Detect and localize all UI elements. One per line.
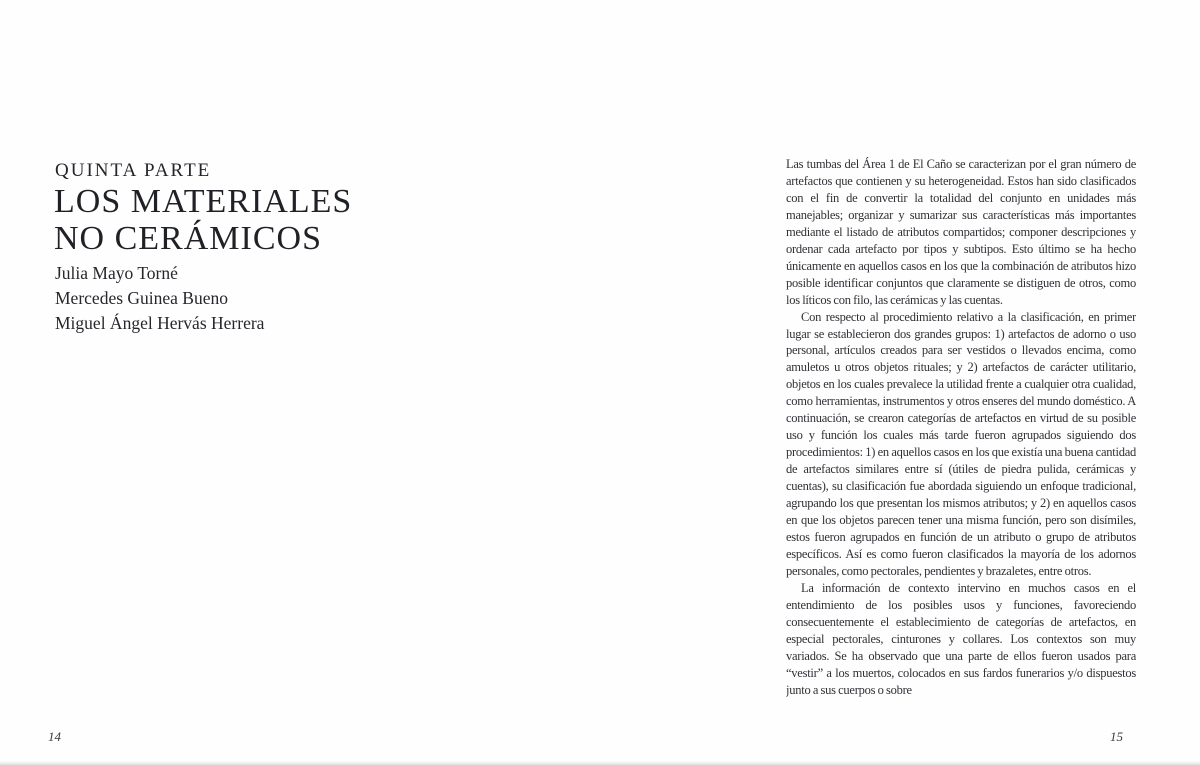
body-paragraph: La información de contexto intervino en muchos casos en el entendimiento de los posibles usos y funciones, favoreciendo consecuentemente el establecimiento de categorías de artefactos, en especial pectorales, cinturones y collares. Los contextos son muy variados. Se ha observado que una parte de ellos fueron usados para “vestir” a los muertos, colocados en sus fardos funerarios y/o dispuestos junto a sus cuerpos o sobre xyxy=(786,580,1136,697)
author-name: Miguel Ángel Hervás Herrera xyxy=(55,313,265,333)
author-name: Mercedes Guinea Bueno xyxy=(55,288,228,308)
page-number-right: 15 xyxy=(1110,729,1123,744)
chapter-title xyxy=(54,183,352,257)
page-number-left: 14 xyxy=(48,729,61,744)
body-text xyxy=(786,156,1136,699)
part-label: QUINTA PARTE xyxy=(55,160,212,181)
body-paragraph: Con respecto al procedimiento relativo a la clasificación, en primer lugar se establecieron dos grandes grupos: 1) artefactos de adorno o uso personal, artículos creados para ser vestidos o llevados encima, como amuletos u otros objetos rituales; y 2) artefactos de carácter utilitario, objetos en los cuales prevalece la utilidad frente a cualquier otra cualidad, como herramientas, instrumentos y otros enseres del mundo doméstico. A continuación, se crearon categorías de artefactos en virtud de su posible uso y función los cuales más tarde fueron agrupados siguiendo dos procedimientos: 1) en aquellos casos en los que existía una buena cantidad de artefactos similares entre sí (útiles de piedra pulida, cerámicas y cuentas), su clasificación fue abordada siguiendo un enfoque tradicional, agrupando los que presentan los mismos atributos; y 2) en aquellos casos en que los objetos parecen tener una misma función, pero son disímiles, estos fueron agrupados en función de un atributo o grupo de atributos específicos. Así es como fueron clasificados la mayoría de los adornos personales, como pectorales, pendientes y brazaletes, entre otros. xyxy=(786,309,1136,578)
body-paragraph: Las tumbas del Área 1 de El Caño se caracterizan por el gran número de artefactos que contienen y su heterogeneidad. Estos han sido clasificados con el fin de convertir la totalidad del conjunto en unidades más manejables; organizar y sumarizar sus características más importantes mediante el listado de atributos compartidos; componer descripciones y ordenar cada artefacto por tipos y subtipos. Esto último se ha hecho únicamente en aquellos casos en los que la combinación de atributos hizo posible identificar conjuntos que claramente se distiguen de otros, como los líticos con filo, las cerámicas y las cuentas. xyxy=(786,157,1136,307)
chapter-title-line-1: LOS MATERIALES xyxy=(54,183,353,220)
author-list xyxy=(55,261,264,336)
author-name: Julia Mayo Torné xyxy=(55,263,178,283)
page-bottom-edge xyxy=(0,761,1200,765)
chapter-title-line-2: NO CERÁMICOS xyxy=(54,220,322,257)
